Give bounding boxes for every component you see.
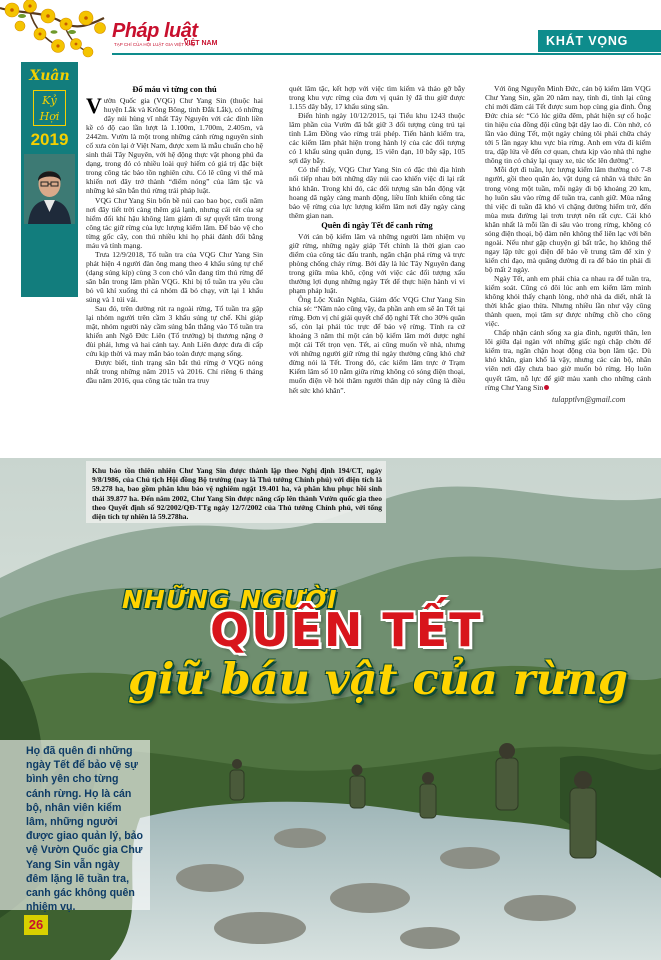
paragraph — [86, 93, 263, 196]
issue-year: 2019 — [30, 130, 69, 149]
lunar-year-seal: Kỷ Hợi — [33, 90, 66, 126]
logo-country: VIỆT NAM — [184, 40, 218, 47]
apricot-blossom-decoration — [0, 0, 108, 70]
paragraph-text: ườn Quốc gia (VQG) Chư Yang Sin (thuộc hai huyện Lắk và Krông Bông, tỉnh Đắk Lắk), có những dãy núi hùng vĩ nhất Tây Nguyên với các đỉnh liền kề có độ cao lần lượt là 1.100m, 1.700m, 2.405m, và 2442m. Vườn là một trong những cánh rừng nguyên sinh cổ xưa còn lại ở Việt Nam, được xem là mẫu chuẩn cho hệ sinh thái Tây Nguyên, với hệ động thực vật phong phú đa dạng, trong đó có nhiều loài quý hiếm có giá trị đặc biệt trong công tác bảo tồn nghiên cứu. Có lẽ cũng vì thế mà khiến nơi đây trở thành “điểm nóng” của lâm tặc và những kẻ săn bắn thú rừng trái pháp luật. — [86, 96, 263, 196]
paragraph: Được biết, tình trạng săn bắt thú rừng ở VQG nóng nhất trong những năm 2015 và 2016. Chỉ riêng 6 tháng đầu năm 2016, qua công tác tuần tra truy — [86, 358, 263, 386]
drop-cap: V — [86, 93, 102, 118]
paragraph: Trưa 12/9/2018, Tổ tuần tra của VQG Chư Yang Sin phát hiện 4 người đàn ông mang theo 4 khẩu súng tự chế (dạng súng kíp) cùng 3 con chó vẫn đang tìm thú rừng để săn bắn trong lâm phần VQG. Khi bị tổ tuần tra yêu cầu bỏ vũ khí xuống thì cả nhóm đã bỏ chạy, vứt lại 1 khẩu súng và 1 túi vải. — [86, 249, 263, 305]
spring-label: Xuân — [29, 68, 70, 84]
author-portrait — [24, 154, 75, 224]
paragraph: Với cán bộ kiểm lâm và những người làm nhiệm vụ giữ rừng, những ngày giáp Tết chính là thời gian cao điểm của công tác đấu tranh, ngăn chặn phá rừng và trực phòng chống cháy rừng. Bởi đây là lúc Tây Nguyên đang trong giữa mùa khô, cộng với việc các đối tượng xấu thường lợi dụng những ngày Tết để thực hiện hành vi vi phạm pháp luật. — [289, 231, 465, 295]
headline-line-3: giữ báu vật của rừng — [128, 655, 629, 705]
paragraph: Ông Lộc Xuân Nghĩa, Giám đốc VQG Chư Yang Sin chia sẻ: “Năm nào cũng vậy, đa phần anh em sẽ ăn Tết tại rừng. Đơn vị chỉ giải quyết chế độ nghỉ Tết cho 30% quân số, còn lại phải túc trực để bảo vệ rừng. Tính ra cứ khoảng 3 năm thì một cán bộ kiểm lâm mới được nghỉ một cái Tết trọn vẹn. Tết, ai cũng muốn về nhà, nhưng với những người giữ rừng thì ngày thường cũng khó chứ đừng nói là Tết. Trong đó, các kiểm lâm trực ở Trạm Kiểm lâm số 10 nằm giữa rừng không có sóng điện thoại, muốn điện về hỏi thăm người thân dịp này cũng là điều hết sức khó khăn”. — [289, 295, 465, 395]
paragraph — [485, 328, 651, 391]
paragraph: Điển hình ngày 10/12/2015, tại Tiểu khu 1243 thuộc lâm phần của Vườn đã bắt giữ 3 đối tượng cùng trú tại tỉnh Lâm Đồng vào rừng trái phép. Tiến hành kiểm tra, các kiểm lâm phát hiện trong hành lý của các đối tượng có 1 khẩu súng quân dụng, 15 viên đạn, 10 bẫy sập, 105 sợi dây bẫy. — [289, 111, 465, 166]
section-tag: KHÁT VỌNG — [538, 30, 661, 52]
article-column-2 — [289, 84, 465, 456]
article-headline — [116, 585, 661, 730]
author-sidebar — [21, 62, 78, 351]
headline-line-2: QUÊN TẾT — [210, 603, 483, 657]
logo-wordmark: Pháp luật — [112, 20, 198, 42]
article-lead: Họ đã quên đi những ngày Tết để bảo vệ sự bình yên cho từng cánh rừng. Họ là cán bộ, nhân viên kiểm lâm, những người được giao quản lý, bảo vệ Vườn Quốc gia Chư Yang Sin vẫn ngày đêm lặng lẽ tuần tra, canh gác không quên nhiệm vụ. — [0, 740, 150, 910]
end-mark-icon — [544, 385, 549, 390]
paragraph: Mỗi đợt đi tuần, lực lượng kiểm lâm thường có 7-8 người, gồi theo quân áo, vật dụng cá nhân và thức ăn trong vòng một tuần, mỗi ngày đi bộ khoảng 20 km, họ luôn sâu vào rừng để tuần tra, canh giữ. Mùa nắng thì việc đi tuần đã khó vì chặng đường hiểm trở, đến mùa mưa đường lại trơn trượt nên rất cực. Cái khó khăn nhất là mỗi lần đi sâu vào trong rừng, không có sóng điện thoại, bộ đàm nên không thể liên lạc với bên ngoài. Nếu như gặp chuyện gì bất trắc, họ không thể ngay lập tức gọi điện để báo về trung tâm để xin ý kiến chỉ đạo, mà quãng đường đi ra để báo tin phải đi bộ mất 2 ngày. — [485, 165, 651, 274]
paragraph: VQG Chư Yang Sin bốn bề núi cao bao bọc, cuối năm nơi đây tiết trời càng thêm giá lạnh, nhưng cái rét của sự hiểm đối khí hậu không làm giảm đi sự quyết tâm trong công tác giữ rừng của lực lượng kiểm lâm. Để bảo vệ cho từng gốc cây, con thú nhiều khi họ phải đánh đổi bằng máu và tính mạng. — [86, 195, 263, 250]
header-rule — [112, 53, 661, 55]
paragraph: quét lâm tặc, kết hợp với việc tìm kiếm và tháo gỡ bẫy trong khu vực rừng của đơn vị quản lý đã thu giữ được 1.155 dây bẫy, 17 khẩu súng săn. — [289, 84, 465, 112]
page-header — [0, 0, 661, 62]
subheading-tet: Quên đi ngày Tết để canh rừng — [321, 220, 433, 230]
park-fact-box: Khu bảo tồn thiên nhiên Chư Yang Sin được thành lập theo Nghị định 194/CT, ngày 9/8/1986, của Chủ tịch Hội đồng Bộ trưởng (nay là Thủ tướng Chính phủ) với diện tích là 59.278 ha, bao gồm phân khu bảo vệ nghiêm ngặt 19.401 ha, và phân khu phục hồi sinh thái 39.877 ha. Đến năm 2002, Chư Yang Sin được nâng cấp lên thành Vườn quốc gia theo theo Quyết định số 92/2002/QĐ-TTg ngày 12/7/2002 của Thủ tướng Chính phủ, với tổng diện tích tự nhiên là 59.278ha. — [86, 461, 386, 523]
headline-line-1: NHỮNG NGƯỜI — [122, 585, 338, 614]
logo-tagline: TẠP CHÍ CỦA HỘI LUẬT GIA VIỆT NAM — [114, 42, 196, 47]
paragraph: Ngày Tết, anh em phải chia ca nhau ra để tuần tra, kiểm soát. Cũng có đôi lúc anh em kiểm lâm mình không khỏi thấy chạnh lòng, nhớ nhà da diết, nhất là thời khắc giao thừa. Nhưng nhiều lần như vậy cũng thành quen, mọi tâm sự được những chồ cho công việc. — [485, 273, 651, 329]
author-portrait-icon — [24, 154, 75, 224]
author-name: TỰ LẬP — [29, 339, 70, 351]
subheading-blood: Đổ máu vì từng con thú — [132, 85, 217, 94]
paragraph: Với ông Nguyễn Minh Đức, cán bộ kiểm lâm VQG Chư Yang Sin, gần 20 năm nay, tính đi, tính lại cũng chỉ mới đâm cái Tết được sum họp cùng gia đình. Ông Đức chia sẻ: “Có lúc giữa đêm, phát hiện sự cố hoặc tin hiệu của đồng đội cũng bật dậy lao đi. Còn nhớ, có lần vào đúng Tết, một ngày chúng tôi phải chữa cháy tới 5 lần ngay khu vực bìa rừng. Anh em vừa đi kiểm tra, dập lửa về đến cơ quan, chưa kịp vào nhà thì nghe thông tin có cháy lại quay xe, túc tốc lên đường”. — [485, 84, 651, 166]
article-column-3 — [485, 84, 651, 392]
paragraph-text: Chấp nhận cảnh sống xa gia đình, người thân, len lõi giữa đại ngàn với những giấc ngủ chập chờn để kiểm tra, ngăn chặn hoạt động của bọn lâm tặc. Dù khó khăn, gian khổ là vậy, nhưng các cán bộ, nhân viên nơi đây chưa bao giờ muốn bỏ rừng. Họ luôn quyết tâm, nỗ lực để giữ màu xanh cho những cánh rừng Chư Yang Sin — [485, 328, 651, 392]
paragraph: Sau đó, trên đường rút ra ngoài rừng, Tổ tuần tra gặp lại nhóm người trên cầm 3 khẩu súng tự chế. Khi giáp mặt, nhóm người này cầm súng bắn thẳng vào Tổ tuần tra khiến anh Ngô Đức Liên (Tổ trưởng) bị thương nặng ở đùi phải, lưng và hai cánh tay. Anh Liên được đưa đi cấp cứu kịp thời và may mắn bảo toàn được mạng sống. — [86, 304, 263, 359]
paragraph: Có thể thấy, VQG Chư Yang Sin có đặc thù địa hình nối tiếp nhau bởi những dãy núi cao khiến việc đi lại rất khó khăn. Trong khi đó, các đối tượng săn bắn động vật hoang dã ngày càng manh động, liều lĩnh khiến công tác bảo vệ rừng của lực lượng kiểm lâm nơi đây ngày càng thêm gian nan. — [289, 165, 465, 220]
page-number: 26 — [24, 915, 48, 935]
magazine-logo — [112, 20, 222, 50]
author-email: tulapptlvn@gmail.com — [552, 395, 626, 404]
article-column-1 — [86, 84, 263, 456]
